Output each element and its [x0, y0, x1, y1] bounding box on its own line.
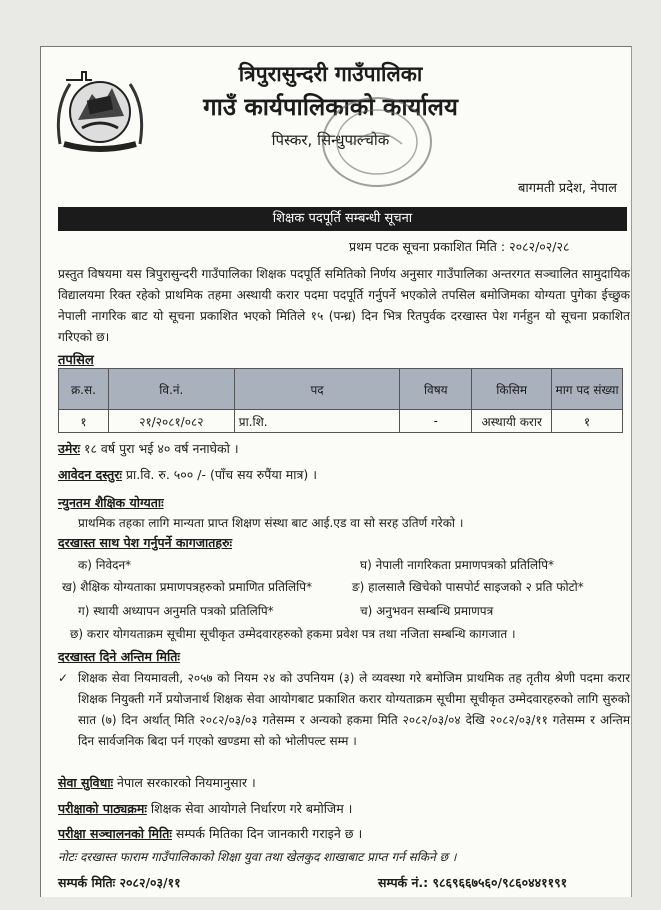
- deadline-text: शिक्षक सेवा नियमावली, २०५७ को नियम २४ को उपनियम (३) ले व्यवस्था गरे बमोजिम प्राथमिक तह तृतीय श्रेणी पदमा करार शिक्षक नियुक्ती गर्ने प्रयोजनार्थ शिक्षक सेवा आयोगबाट प्रकाशित करार योग्यताक्रम सूचीमा सूचीकृत उम्मेदवारहरुको लागि सुरुको सात (७) दिन अर्थात् मिति २०८२/०३/०३ गतेसम्म र अन्यको हकमा मिति २०८२/०३/०४ देखि २०८२/०३/११ गतेसम्म र अन्तिम दिन सार्वजनिक बिदा पर्न गएको खण्डमा सो को भोलीपल्ट सम्म ।: [78, 671, 630, 748]
- document-item: ग) स्थायी अध्यापन अनुमति पत्रको प्रतिलिपि*: [78, 604, 274, 618]
- deadline-block: [58, 668, 630, 752]
- cell-type: अस्थायी करार: [472, 410, 552, 433]
- publish-date: [349, 238, 570, 255]
- municipality-name: त्रिपुरासुन्दरी गाउँपालिका: [238, 62, 423, 86]
- contact-date: सम्पर्क मितिः २०८२/०३/११: [58, 875, 181, 890]
- col-header-count: माग पद संख्या: [552, 369, 623, 410]
- deadline-heading: [58, 648, 180, 665]
- col-header-post: पद: [234, 369, 400, 410]
- syllabus-label: परीक्षाको पाठ्यक्रमः: [58, 801, 147, 816]
- cell-post: प्रा.शि.: [234, 410, 400, 433]
- exam-date-line: [58, 825, 362, 842]
- exam-date-text: सम्पर्क मितिका दिन जानकारी गराइने छ ।: [171, 826, 363, 841]
- syllabus-line: [58, 800, 352, 817]
- office-name: गाउँ कार्यपालिकाको कार्यालय: [203, 93, 458, 121]
- syllabus-text: शिक्षक सेवा आयोगले निर्धारण गरे बमोजिम ।: [146, 801, 353, 816]
- table-header-row: [59, 369, 623, 410]
- age-text: १८ वर्ष पुरा भई ४० वर्ष ननाघेको ।: [79, 441, 239, 456]
- col-header-ad-no: वि.नं.: [108, 369, 234, 410]
- qualification-heading: [58, 494, 164, 511]
- cell-ad-no: २१/२०८१/०८२: [108, 410, 234, 433]
- cell-sn: १: [59, 410, 109, 433]
- table-caption: तपसिल: [58, 353, 94, 368]
- fee-label: आवेदन दस्तुरः: [58, 467, 122, 482]
- vacancy-table: [58, 368, 623, 433]
- cell-count: १: [552, 410, 623, 433]
- fee-line: [58, 466, 317, 483]
- documents-heading: [58, 534, 232, 551]
- document-item: च) अनुभवन सम्बन्धि प्रमाणपत्र: [360, 604, 494, 618]
- col-header-sn: क्र.स.: [59, 369, 109, 410]
- office-address: पिस्कर, सिन्धुपाल्चोक: [271, 131, 390, 149]
- facility-line: [58, 774, 256, 791]
- document-item: ङ) हालसालै खिचेको पासपोर्ट साइजको २ प्रति फोटो*: [352, 580, 584, 594]
- qualification-label: न्युनतम शैक्षिक योग्यताः: [58, 495, 164, 510]
- facility-label: सेवा सुविधाः: [58, 775, 114, 790]
- table-row: [59, 410, 623, 433]
- col-header-subject: विषय: [400, 369, 472, 410]
- publish-date-value: २०८२/०२/२८: [509, 239, 570, 254]
- col-header-type: किसिम: [472, 369, 552, 410]
- region-label: बागमती प्रदेश, नेपाल: [518, 181, 617, 196]
- publish-date-label: प्रथम पटक सूचना प्रकाशित मिति :: [349, 239, 506, 254]
- document-item: छ) करार योगयताक्रम सूचीमा सूचीकृत उम्मेदवारहरुको हकमा प्रवेश पत्र तथा नजिता सम्बन्धि कागजात ।: [70, 627, 516, 641]
- deadline-label: दरखास्त दिने अन्तिम मितिः: [58, 649, 180, 664]
- document-item: क) निवेदन*: [78, 558, 132, 572]
- facility-text: नेपाल सरकारको नियमानुसार ।: [113, 775, 256, 790]
- cell-subject: -: [400, 410, 472, 433]
- document-item: ख) शैक्षिक योग्यताका प्रमाणपत्रहरुको प्रमाणित प्रतिलिपि*: [62, 580, 313, 594]
- qualification-text: प्राथमिक तहका लागि मान्यता प्राप्त शिक्षण संस्था बाट आई.एड वा सो सरह उतिर्ण गरेको ।: [78, 516, 464, 530]
- note-text: नोटः दरखास्त फाराम गाउँपालिकाको शिक्षा युवा तथा खेलकुद शाखाबाट प्राप्त गर्न सकिने छ ।: [58, 850, 457, 864]
- fee-text: प्रा.वि. रु. ५०० /- (पाँच सय रुपैंया मात्र) ।: [121, 467, 317, 482]
- notice-title: शिक्षक पदपूर्ति सम्बन्धी सूचना: [58, 207, 627, 231]
- office-stamp: [318, 92, 436, 192]
- age-label: उमेरः: [58, 441, 80, 456]
- age-line: [58, 440, 239, 457]
- contact-number: सम्पर्क नं.: ९८६९६६७५६०/९८६०४४११९१: [378, 875, 568, 890]
- document-item: घ) नेपाली नागरिकता प्रमाणपत्रको प्रतिलिपि*: [360, 558, 555, 572]
- intro-paragraph: प्रस्तुत विषयमा यस त्रिपुरासुन्दरी गाउँपालिका शिक्षक पदपूर्ति समितिको निर्णय अनुसार गाउँपालिका अन्तरगत सञ्चालित सामुदायिक विद्यालयमा रिक्त रहेको प्राथमिक तहमा अस्थायी करार पदमा पदपूर्ति गर्नुपर्ने भएकोले तपसिल बमोजिमका योग्यता पुगेका ईच्छुक नेपाली नागरिक बाट यो सूचना प्रकाशित भएको मितिले १५ (पन्ध्र) दिन भित्र रितपुर्वक दरखास्त पेश गर्नहुन यो सूचना प्रकाशित गरिएको छ।: [58, 267, 630, 344]
- checkmark-icon: ✓: [58, 671, 69, 685]
- exam-date-label: परीक्षा सञ्चालनको मितिः: [58, 826, 172, 841]
- documents-label: दरखास्त साथ पेश गर्नुपर्ने कागजातहरुः: [58, 535, 233, 550]
